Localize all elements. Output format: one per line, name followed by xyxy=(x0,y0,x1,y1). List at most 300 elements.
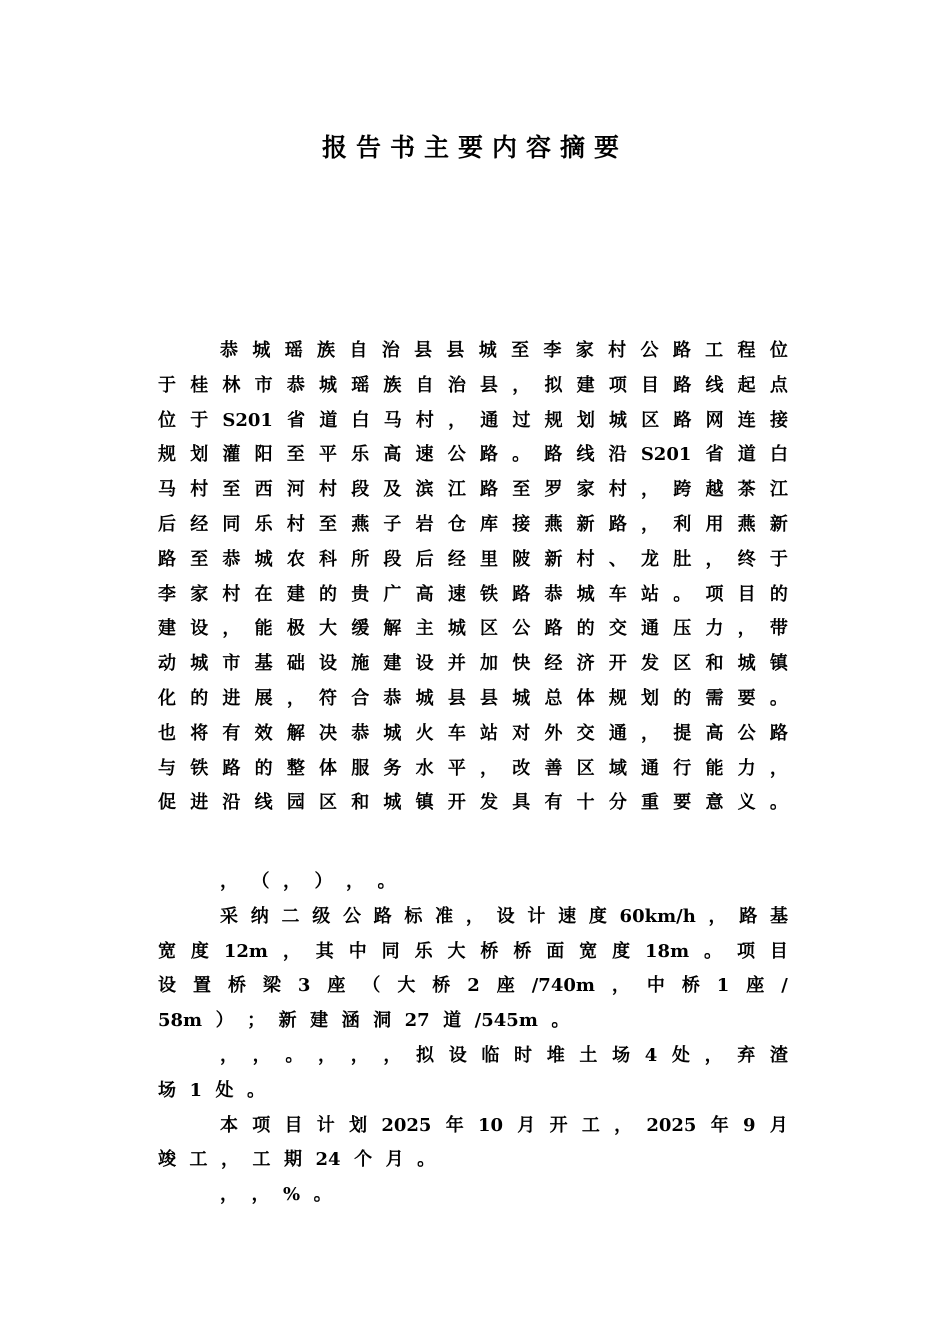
text-token: 于 xyxy=(769,548,788,570)
text-token: 建 xyxy=(310,1010,329,1032)
text-token: 2025 xyxy=(381,1114,432,1136)
text-token: 和 xyxy=(705,653,724,675)
text-token: 力 xyxy=(737,757,756,779)
text-token: 城 xyxy=(252,340,271,361)
text-token: 度 xyxy=(588,905,607,927)
text-token: 改 xyxy=(512,757,531,779)
text-token: 梁 xyxy=(262,975,281,997)
text-token: 李 xyxy=(543,340,562,361)
text-token: 3 xyxy=(297,975,311,997)
text-token: ， xyxy=(448,409,467,431)
text-token: 也 xyxy=(158,722,176,744)
text-token: 后 xyxy=(415,548,434,570)
text-token: 划 xyxy=(576,409,595,431)
text-token: 度 xyxy=(190,940,209,962)
text-token: 的 xyxy=(673,687,692,709)
text-token: 标 xyxy=(404,905,423,927)
text-token: 站 xyxy=(480,722,499,744)
text-token: 规 xyxy=(608,687,627,709)
text-token: 个 xyxy=(354,1149,373,1171)
text-token: ， xyxy=(705,548,724,570)
text-token: 27 xyxy=(404,1010,430,1032)
text-token: 路 xyxy=(479,444,498,466)
text-token: 划 xyxy=(190,444,209,466)
text-token: 平 xyxy=(318,444,337,466)
text-token: 利 xyxy=(673,513,692,535)
text-token: 期 xyxy=(284,1149,302,1171)
text-token: 宽 xyxy=(158,940,176,962)
text-token: 目 xyxy=(641,374,660,396)
text-token: 城 xyxy=(319,374,338,396)
text-token: 解 xyxy=(383,618,402,640)
text-token: 拟 xyxy=(544,374,563,396)
text-token: 至 xyxy=(190,548,209,570)
text-token: 堆 xyxy=(546,1044,565,1066)
text-token: 江 xyxy=(447,479,466,501)
text-token: 滨 xyxy=(415,479,434,501)
text-token: 陂 xyxy=(512,548,531,570)
text-token: ， xyxy=(283,871,301,892)
text-token: 宽 xyxy=(579,940,598,962)
text-token: 于 xyxy=(158,374,176,396)
text-token: 。 xyxy=(247,1079,266,1101)
text-token: 时 xyxy=(514,1044,533,1066)
text-token: 济 xyxy=(576,653,595,675)
text-token: 2 xyxy=(467,975,480,997)
text-token: 线 xyxy=(705,374,724,396)
text-token: 在 xyxy=(254,583,273,605)
text-token: 区 xyxy=(480,618,499,640)
text-token: ， xyxy=(512,374,531,396)
text-token: 通 xyxy=(480,409,499,431)
text-token: 城 xyxy=(447,618,466,640)
text-token: 60km/h xyxy=(619,905,696,927)
text-line xyxy=(158,1143,788,1178)
text-line xyxy=(158,969,788,1004)
text-token: 和 xyxy=(351,792,370,814)
text-token: ， xyxy=(220,1184,238,1206)
text-token: 县 xyxy=(446,340,465,361)
text-token: 自 xyxy=(415,374,434,396)
text-token: 跨 xyxy=(673,479,692,501)
text-token: 恭 xyxy=(544,583,563,605)
text-line xyxy=(158,1109,788,1144)
text-token: ， xyxy=(222,618,241,640)
page-title: 报告书主要内容摘要 xyxy=(321,133,628,162)
text-token: 同 xyxy=(381,940,400,962)
text-token: 大 xyxy=(447,940,466,962)
text-token: 的 xyxy=(254,757,273,779)
text-token: 城 xyxy=(190,653,209,675)
text-token: 大 xyxy=(397,975,416,997)
text-token: 新 xyxy=(544,548,563,570)
text-token: 建 xyxy=(286,583,305,605)
text-token: 家 xyxy=(576,479,595,501)
text-token: S201 xyxy=(640,444,692,466)
text-token: 桥 xyxy=(681,975,700,997)
text-token: ， xyxy=(611,975,630,997)
text-token: 渣 xyxy=(769,1044,788,1066)
text-token: 土 xyxy=(579,1044,598,1066)
text-token: 需 xyxy=(705,687,724,709)
text-token: 河 xyxy=(286,479,305,501)
text-token: 促 xyxy=(158,792,176,814)
text-token: 同 xyxy=(222,513,241,535)
text-token: 效 xyxy=(254,722,273,744)
text-token: 项 xyxy=(608,374,627,396)
text-token: 村 xyxy=(222,583,241,605)
text-token: 带 xyxy=(769,618,788,640)
text-line xyxy=(158,404,788,439)
text-token: 车 xyxy=(608,583,627,605)
text-token: 公 xyxy=(640,340,659,361)
text-token: 省 xyxy=(287,409,306,431)
text-token: 桥 xyxy=(432,975,451,997)
text-token: 科 xyxy=(319,548,338,570)
text-token: 新 xyxy=(278,1010,297,1032)
text-token: 公 xyxy=(512,618,531,640)
text-token: 弃 xyxy=(737,1044,756,1066)
text-token: 点 xyxy=(769,374,788,396)
text-token: 务 xyxy=(383,757,402,779)
text-token: 速 xyxy=(415,444,434,466)
text-token: 目 xyxy=(284,1114,303,1136)
text-token: 过 xyxy=(512,409,531,431)
text-token: 城 xyxy=(609,409,628,431)
text-token: 的 xyxy=(769,583,788,605)
text-token: 线 xyxy=(576,444,595,466)
text-token: 发 xyxy=(480,792,499,814)
text-token: 分 xyxy=(608,792,627,814)
text-token: ， xyxy=(737,618,756,640)
text-token: 交 xyxy=(608,618,627,640)
text-token: 城 xyxy=(737,653,756,675)
text-token: 连 xyxy=(737,409,756,431)
text-token: 十 xyxy=(576,792,595,814)
text-token: ， xyxy=(251,1184,270,1206)
text-token: 要 xyxy=(737,687,756,709)
text-token: 岩 xyxy=(415,513,434,535)
text-token: 铁 xyxy=(190,757,209,779)
text-token: 建 xyxy=(383,653,402,675)
text-token: 。 xyxy=(512,444,531,466)
text-token: 起 xyxy=(737,374,756,396)
text-token: 其 xyxy=(315,940,334,962)
text-token: 桥 xyxy=(227,975,246,997)
text-token: ， xyxy=(252,1044,271,1066)
text-token: 乐 xyxy=(414,940,433,962)
text-token: 城 xyxy=(254,548,273,570)
text-token: 道 xyxy=(737,444,756,466)
text-token: 规 xyxy=(544,409,563,431)
text-token: 区 xyxy=(641,409,660,431)
text-token: 的 xyxy=(319,583,338,605)
text-token: 路 xyxy=(544,444,563,466)
text-token: 高 xyxy=(705,722,724,744)
text-token: 速 xyxy=(558,905,577,927)
text-token: 路 xyxy=(222,757,241,779)
text-token: 广 xyxy=(383,583,402,605)
text-token: 开 xyxy=(608,653,627,675)
text-token: 后 xyxy=(158,513,176,535)
text-line xyxy=(158,612,788,647)
text-token: 与 xyxy=(158,757,176,779)
text-token: 项 xyxy=(736,940,755,962)
text-token: 规 xyxy=(158,444,176,466)
text-token: 缓 xyxy=(351,618,370,640)
text-token: 市 xyxy=(222,653,241,675)
text-token: 族 xyxy=(317,340,336,361)
text-token: 路 xyxy=(739,905,758,927)
text-token: 贵 xyxy=(351,583,370,605)
text-token: 。 xyxy=(551,1010,570,1032)
text-token: ， xyxy=(614,1114,633,1136)
text-token: 至 xyxy=(319,513,338,535)
text-token: 进 xyxy=(190,792,209,814)
text-token: 目 xyxy=(737,583,756,605)
text-token: 所 xyxy=(351,548,370,570)
text-token: 速 xyxy=(447,583,466,605)
text-token: 及 xyxy=(383,479,402,501)
text-token: 区 xyxy=(673,653,692,675)
text-token: 瑶 xyxy=(284,340,303,361)
text-token: 符 xyxy=(319,687,338,709)
text-token: 中 xyxy=(646,975,665,997)
text-token: 准 xyxy=(435,905,454,927)
text-token: 具 xyxy=(512,792,531,814)
text-token: 自 xyxy=(349,340,368,361)
text-token: 行 xyxy=(673,757,692,779)
text-token: 对 xyxy=(512,722,531,744)
text-token: 项 xyxy=(705,583,724,605)
text-token: 站 xyxy=(641,583,660,605)
text-token: 白 xyxy=(351,409,370,431)
text-token: 要 xyxy=(673,792,692,814)
text-token: 力 xyxy=(705,618,724,640)
text-token: 沿 xyxy=(222,792,241,814)
text-token: 终 xyxy=(737,548,756,570)
text-token: （ xyxy=(362,975,381,997)
text-token: 燕 xyxy=(737,513,756,535)
text-token: 桥 xyxy=(480,940,499,962)
text-token: 林 xyxy=(222,374,241,396)
text-token: 基 xyxy=(769,905,788,927)
text-token: 路 xyxy=(480,479,499,501)
text-token: 水 xyxy=(415,757,434,779)
text-token: 化 xyxy=(158,687,176,709)
text-token: ， xyxy=(641,513,660,535)
text-token: 镇 xyxy=(769,653,788,675)
text-token: 区 xyxy=(319,792,338,814)
text-token: 。 xyxy=(673,583,692,605)
text-token: 的 xyxy=(576,618,595,640)
text-token: ， xyxy=(286,687,305,709)
text-token: 的 xyxy=(190,687,209,709)
text-token: 公 xyxy=(737,722,756,744)
text-token: ， xyxy=(480,757,499,779)
text-token: 有 xyxy=(222,722,241,744)
text-token: 压 xyxy=(673,618,692,640)
text-line xyxy=(158,1004,788,1039)
text-token: 有 xyxy=(544,792,563,814)
text-token: 路 xyxy=(544,618,563,640)
text-token: 路 xyxy=(769,722,788,744)
text-token: 园 xyxy=(286,792,305,814)
text-token: 乐 xyxy=(351,444,370,466)
text-token: 路 xyxy=(373,905,392,927)
text-token: 12m xyxy=(223,940,268,962)
text-token: 整 xyxy=(286,757,305,779)
text-token: 划 xyxy=(349,1114,368,1136)
text-token: 村 xyxy=(576,548,595,570)
text-token: 公 xyxy=(342,905,361,927)
text-line xyxy=(158,682,788,717)
text-token: 镇 xyxy=(415,792,434,814)
text-token: 县 xyxy=(414,340,433,361)
text-token: 恭 xyxy=(351,722,370,744)
text-token: 本 xyxy=(220,1114,238,1136)
text-token: 域 xyxy=(608,757,627,779)
text-token: 市 xyxy=(254,374,273,396)
text-token: 城 xyxy=(512,687,531,709)
text-token: 座 xyxy=(746,975,765,997)
text-token: 新 xyxy=(576,513,595,535)
text-line xyxy=(158,752,788,787)
text-token: 置 xyxy=(192,975,211,997)
text-token: 处 xyxy=(215,1079,234,1101)
text-token: ， xyxy=(318,1044,337,1066)
text-token: 座 xyxy=(327,975,346,997)
text-token: 场 xyxy=(158,1079,176,1101)
text-token: 恭 xyxy=(286,374,305,396)
text-token: 恭 xyxy=(220,340,238,361)
text-token: 程 xyxy=(737,340,756,361)
text-token: ， xyxy=(641,722,660,744)
text-token: 至 xyxy=(222,479,241,501)
text-token: 将 xyxy=(190,722,209,744)
text-token: 道 xyxy=(319,409,338,431)
text-line xyxy=(158,1074,788,1109)
text-token: ， xyxy=(350,1044,369,1066)
text-token: 2025 xyxy=(646,1114,697,1136)
text-token: 县 xyxy=(480,374,499,396)
text-token: 路 xyxy=(673,409,692,431)
text-token: 年 xyxy=(445,1114,464,1136)
text-token: % xyxy=(283,1184,301,1206)
text-token: 道 xyxy=(443,1010,462,1032)
text-token: 意 xyxy=(705,792,724,814)
text-token: 4 xyxy=(644,1044,658,1066)
text-token: 工 xyxy=(705,340,724,361)
text-token: 茶 xyxy=(737,479,756,501)
text-token: 极 xyxy=(286,618,305,640)
text-token: 村 xyxy=(286,513,305,535)
text-token: 目 xyxy=(769,940,788,962)
text-token: 座 xyxy=(496,975,515,997)
text-token: 于 xyxy=(190,409,209,431)
text-token: 1 xyxy=(189,1079,203,1101)
text-token: 58m xyxy=(158,1010,203,1032)
text-token: 服 xyxy=(351,757,370,779)
project-details-section xyxy=(158,865,788,1213)
text-token: 工 xyxy=(252,1149,271,1171)
text-token: 县 xyxy=(447,687,466,709)
text-token: 二 xyxy=(281,905,300,927)
text-token: 家 xyxy=(575,340,594,361)
text-token: 里 xyxy=(480,548,499,570)
text-token: 进 xyxy=(222,687,241,709)
text-token: 至 xyxy=(286,444,305,466)
text-token: 火 xyxy=(415,722,434,744)
text-token: 通 xyxy=(641,618,660,640)
text-token: 开 xyxy=(549,1114,568,1136)
text-token: 车 xyxy=(447,722,466,744)
text-token: 体 xyxy=(576,687,595,709)
text-line xyxy=(158,786,788,821)
text-token: 高 xyxy=(415,583,434,605)
text-token: 经 xyxy=(544,653,563,675)
text-token: 通 xyxy=(608,722,627,744)
text-token: 库 xyxy=(480,513,499,535)
text-token: 族 xyxy=(383,374,402,396)
text-token: 阳 xyxy=(254,444,273,466)
text-token: 经 xyxy=(447,548,466,570)
text-token: 越 xyxy=(705,479,724,501)
text-token: 子 xyxy=(383,513,402,535)
text-line xyxy=(158,865,788,900)
text-token: 施 xyxy=(351,653,370,675)
text-token: 拟 xyxy=(416,1044,435,1066)
text-token: /545m xyxy=(474,1010,538,1032)
text-token: 。 xyxy=(377,871,396,892)
text-token: ， xyxy=(346,871,364,892)
text-token: 月 xyxy=(769,1114,788,1136)
text-token: 工 xyxy=(189,1149,208,1171)
text-line xyxy=(158,543,788,578)
text-token: 县 xyxy=(480,687,499,709)
text-token: 至 xyxy=(511,340,530,361)
text-token: ， xyxy=(641,479,660,501)
text-token: ， xyxy=(220,871,238,892)
text-token: 解 xyxy=(286,722,305,744)
text-token: 临 xyxy=(481,1044,500,1066)
text-token: 级 xyxy=(312,905,331,927)
text-token: 城 xyxy=(576,583,595,605)
text-token: 设 xyxy=(190,618,209,640)
text-token: 提 xyxy=(673,722,692,744)
text-token: 城 xyxy=(478,340,497,361)
text-token: 接 xyxy=(512,513,531,535)
text-line xyxy=(158,647,788,682)
text-token: 村 xyxy=(415,409,434,431)
text-token: 沿 xyxy=(608,444,627,466)
text-token: 。 xyxy=(313,1184,332,1206)
text-token: 燕 xyxy=(351,513,370,535)
text-token: 纳 xyxy=(250,905,269,927)
text-token: 计 xyxy=(316,1114,335,1136)
text-token: 农 xyxy=(286,548,305,570)
text-token: 设 xyxy=(319,653,338,675)
text-token: 马 xyxy=(383,409,402,431)
text-token: 城 xyxy=(383,722,402,744)
text-token: 设 xyxy=(496,905,515,927)
text-token: 面 xyxy=(546,940,565,962)
text-token: 大 xyxy=(319,618,338,640)
text-line xyxy=(158,1178,788,1213)
text-token: 恭 xyxy=(383,687,402,709)
text-token: 江 xyxy=(769,479,788,501)
text-token: 。 xyxy=(769,792,788,814)
